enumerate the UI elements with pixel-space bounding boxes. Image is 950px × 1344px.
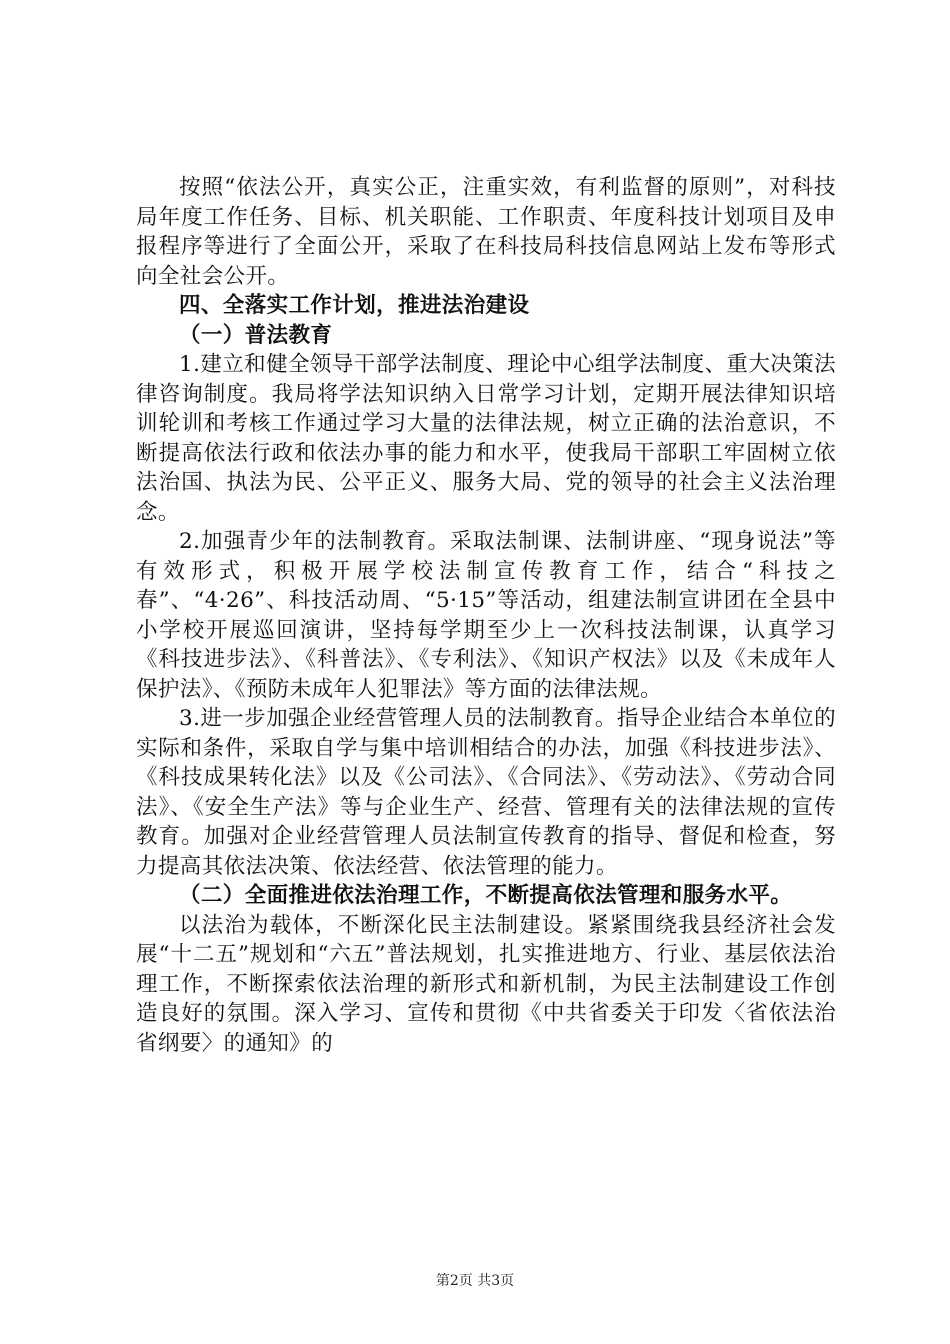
body-paragraph: 按照“依法公开，真实公正，注重实效，有利监督的原则”，对科技局年度工作任务、目标、机关职能、工作职责、年度科技计划项目及申报程序等进行了全面公开，采取了在科技局科技信息网站上发布等形式向全社会公开。 (136, 175, 836, 289)
body-paragraph: 1.建立和健全领导干部学法制度、理论中心组学法制度、重大决策法律咨询制度。我局将学法知识纳入日常学习计划，定期开展法律知识培训轮训和考核工作通过学习大量的法律法规，树立正确的法治意识，不断提高依法行政和依法办事的能力和水平，使我局干部职工牢固树立依法治国、执法为民、公平正义、服务大局、党的领导的社会主义法治理念。 (136, 352, 836, 525)
body-paragraph: 3.进一步加强企业经营管理人员的法制教育。指导企业结合本单位的实际和条件，采取自学与集中培训相结合的办法，加强《科技进步法》、《科技成果转化法》以及《公司法》、《合同法》、《劳动法》、《劳动合同法》、《安全生产法》等与企业生产、经营、管理有关的法律法规的宣传教育。加强对企业经营管理人员法制宣传教育的指导、督促和检查，努力提高其依法决策、依法经营、依法管理的能力。 (136, 706, 836, 879)
page-number-footer: 第2页 共3页 (435, 1273, 515, 1289)
body-paragraph: 以法治为载体，不断深化民主法制建设。紧紧围绕我县经济社会发展“十二五”规划和“六五”普法规划，扎实推进地方、行业、基层依法治理工作，不断探索依法治理的新形式和新机制，为民主法制建设工作创造良好的氛围。深入学习、宣传和贯彻《中共省委关于印发〈省依法治省纲要〉的通知》的 (136, 912, 836, 1056)
body-paragraph: 2.加强青少年的法制教育。采取法制课、法制讲座、“现身说法”等有效形式，积极开展学校法制宣传教育工作，结合“科技之春”、“4·26”、科技活动周、“5·15”等活动，组建法制宣讲团在全县中小学校开展巡回演讲，坚持每学期至少上一次科技法制课，认真学习《科技进步法》、《科普法》、《专利法》、《知识产权法》以及《未成年人保护法》、《预防未成年人犯罪法》等方面的法律法规。 (136, 529, 836, 702)
subsection-heading: （二）全面推进依法治理工作，不断提高依法管理和服务水平。 (179, 883, 793, 908)
subsection-heading: （一）普法教育 (179, 322, 333, 348)
section-heading: 四、全落实工作计划，推进法治建设 (179, 293, 530, 318)
document-body (136, 173, 836, 1058)
